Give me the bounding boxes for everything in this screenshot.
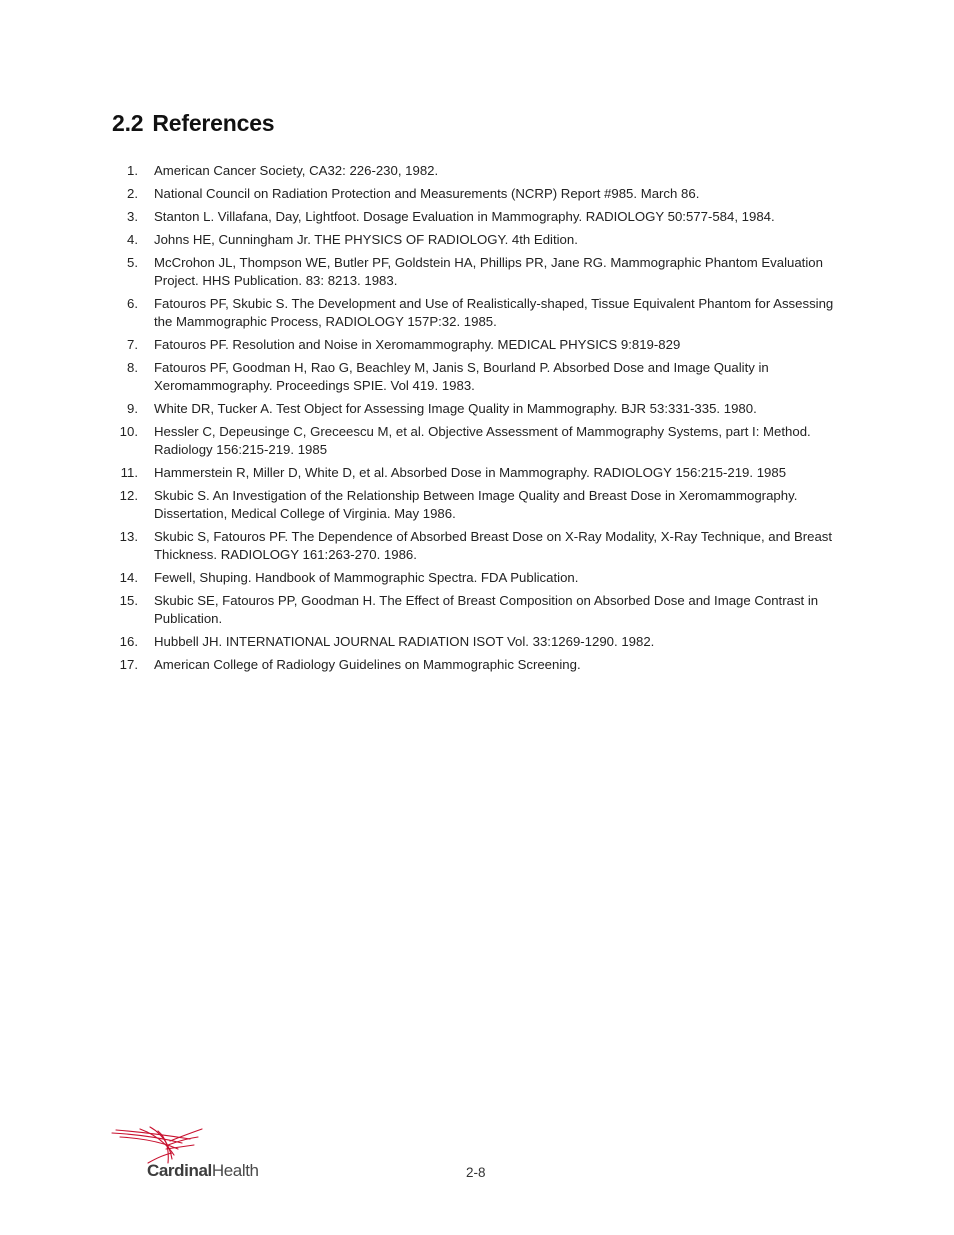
section-heading [112, 110, 274, 137]
logo-wordmark-bold: Cardinal [147, 1161, 212, 1180]
logo-wordmark-regular: Health [211, 1161, 259, 1180]
reference-text: National Council on Radiation Protection and Measurements (NCRP) Report #985. March 86. [154, 186, 700, 201]
reference-text: Fatouros PF. Resolution and Noise in Xeromammography. MEDICAL PHYSICS 9:819-829 [154, 337, 681, 352]
section-number: 2.2 [112, 110, 144, 136]
reference-number: 16. [119, 634, 138, 649]
reference-text: American College of Radiology Guidelines on Mammographic Screening. [154, 657, 581, 672]
reference-text: Hammerstein R, Miller D, White D, et al. Absorbed Dose in Mammography. RADIOLOGY 156:215-219. 1985 [154, 465, 787, 480]
reference-text: Stanton L. Villafana, Day, Lightfoot. Dosage Evaluation in Mammography. RADIOLOGY 50:577-584, 1984. [154, 209, 775, 224]
reference-item [112, 336, 842, 354]
reference-item [112, 231, 842, 249]
reference-item [112, 487, 842, 523]
reference-text: White DR, Tucker A. Test Object for Assessing Image Quality in Mammography. BJR 53:331-335. 1980. [154, 401, 757, 416]
page-number: 2-8 [466, 1165, 486, 1180]
reference-item [112, 464, 842, 482]
reference-text: Fatouros PF, Skubic S. The Development and Use of Realistically-shaped, Tissue Equivalent Phantom for Assessing the Mammographic Process, RADIOLOGY 157P:32. 1985. [154, 296, 834, 329]
reference-item [112, 400, 842, 418]
reference-number: 4. [127, 232, 138, 247]
reference-number: 15. [119, 593, 138, 608]
reference-text: Skubic S. An Investigation of the Relationship Between Image Quality and Breast Dose in Xeromammography. Dissertation, Medical College of Virginia. May 1986. [154, 488, 798, 521]
reference-item [112, 656, 842, 674]
reference-text: Hessler C, Depeusinge C, Greceescu M, et al. Objective Assessment of Mammography Systems, part I: Method. Radiology 156:215-219. 1985 [154, 424, 811, 457]
reference-item [112, 208, 842, 226]
reference-item [112, 254, 842, 290]
reference-number: 3. [127, 209, 138, 224]
reference-text: Johns HE, Cunningham Jr. THE PHYSICS OF RADIOLOGY. 4th Edition. [154, 232, 578, 247]
reference-number: 13. [119, 529, 138, 544]
reference-list [112, 162, 842, 679]
reference-item [112, 423, 842, 459]
reference-number: 7. [127, 337, 138, 352]
reference-number: 9. [127, 401, 138, 416]
reference-number: 11. [120, 465, 138, 480]
reference-number: 1. [127, 163, 138, 178]
logo-stroke [120, 1137, 178, 1149]
reference-number: 14. [119, 570, 138, 585]
reference-item [112, 592, 842, 628]
reference-text: Hubbell JH. INTERNATIONAL JOURNAL RADIATION ISOT Vol. 33:1269-1290. 1982. [154, 634, 655, 649]
reference-item [112, 295, 842, 331]
section-title: References [152, 110, 275, 136]
reference-text: Fewell, Shuping. Handbook of Mammographic Spectra. FDA Publication. [154, 570, 579, 585]
reference-text: Fatouros PF, Goodman H, Rao G, Beachley M, Janis S, Bourland P. Absorbed Dose and Image Quality in Xeromammography. Proceedings SPIE. Vol 419. 1983. [154, 360, 769, 393]
reference-text: Skubic SE, Fatouros PP, Goodman H. The Effect of Breast Composition on Absorbed Dose and Image Contrast in Publication. [154, 593, 819, 626]
reference-item [112, 569, 842, 587]
reference-text: American Cancer Society, CA32: 226-230, 1982. [154, 163, 439, 178]
reference-item [112, 528, 842, 564]
reference-number: 5. [127, 255, 138, 270]
reference-item [112, 359, 842, 395]
logo-wordmark [147, 1161, 259, 1181]
reference-number: 10. [119, 424, 138, 439]
reference-text: McCrohon JL, Thompson WE, Butler PF, Goldstein HA, Phillips PR, Jane RG. Mammographic Phantom Evaluation Project. HHS Publication. 83: 8213. 1983. [154, 255, 823, 288]
cardinal-health-logo [110, 1125, 270, 1185]
reference-text: Skubic S, Fatouros PF. The Dependence of Absorbed Breast Dose on X-Ray Modality, X-Ray Technique, and Breast Thickness. RADIOLOGY 161:263-270. 1986. [154, 529, 833, 562]
reference-number: 12. [119, 488, 138, 503]
logo-stroke [112, 1133, 182, 1143]
reference-number: 6. [127, 296, 138, 311]
reference-number: 17. [119, 657, 138, 672]
reference-item [112, 162, 842, 180]
reference-item [112, 185, 842, 203]
reference-number: 8. [127, 360, 138, 375]
reference-item [112, 633, 842, 651]
reference-number: 2. [127, 186, 138, 201]
cardinal-bird-icon [110, 1125, 205, 1165]
